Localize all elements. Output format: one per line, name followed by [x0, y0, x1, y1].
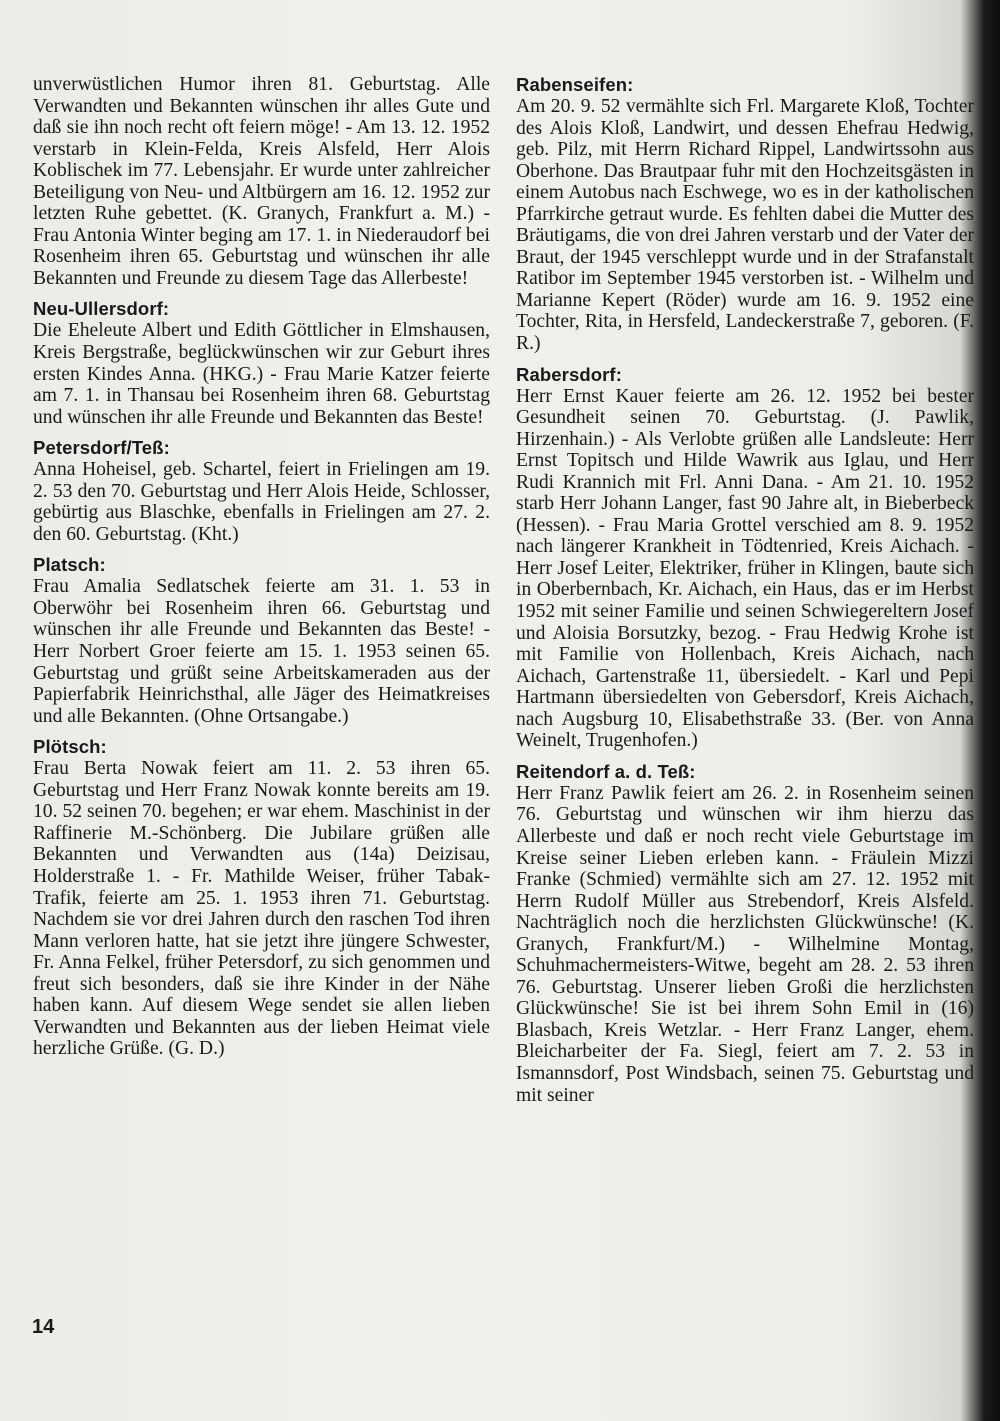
section-text-ploetsch: Frau Berta Nowak feiert am 11. 2. 53 ihren 65. Geburtstag und Herr Franz Nowak konnte bereits am 19. 10. 52 seinen 70. begehen; er war ehem. Maschinist in der Raffinerie M.-Schönberg. Die Jubilare grüßen alle Bekannten und Verwandten aus (14a) Deizisau, Holderstraße 1. - Fr. Mathilde Weiser, früher Tabak-Trafik, feierte am 25. 1. 1953 ihren 71. Geburtstag. Nachdem sie vor drei Jahren durch den raschen Tod ihren Mann verloren hatte, hat sie jetzt ihre jüngere Schwester, Fr. Anna Felkel, früher Petersdorf, zu sich genommen und freut sich besonders, daß sie ihre Kinder in der Nähe haben kann. Auf diesem Wege sendet sie allen lieben Verwandten und Bekannten aus der lieben Heimat viele herzliche Grüße. (G. D.): [33, 758, 490, 1060]
section-heading-rabersdorf: Rabersdorf:: [516, 363, 622, 385]
page-number: 14: [32, 1316, 55, 1338]
section-heading-platsch: Platsch:: [33, 554, 106, 576]
section-heading-reitendorf: Reitendorf a. d. Teß:: [516, 760, 696, 782]
section-text-rabersdorf: Herr Ernst Kauer feierte am 26. 12. 1952 bei bester Gesundheit seinen 70. Geburtstag. (J. Pawlik, Hirzenhain.) - Als Verlobte grüßen alle Landsleute: Herr Ernst Topitsch und Hilde Wawrik aus Iglau, und Herr Rudi Krannich mit Frl. Anni Dana. - Am 21. 10. 1952 starb Herr Johann Langer, fast 90 Jahre alt, in Bieberbeck (Hessen). - Frau Maria Grottel verschied am 8. 9. 1952 nach längerer Krankheit in Tödtenried, Kreis Aichach. - Herr Josef Leiter, Elektriker, früher in Klingen, baute sich in Oberbernbach, Kr. Aichach, ein Haus, das er im Herbst 1952 mit seiner Familie und seinen Schwiegereltern Josef und Aloisia Borsutzky, bezog. - Frau Hedwig Krohe ist mit Familie von Hollenbach, Kreis Aichach, nach Aichach, Gartenstraße 11, übersiedelt. - Karl und Pepi Hartmann übersiedelten von Gebersdorf, Kreis Aichach, nach Augsburg 10, Elisabethstraße 33. (Ber. von Anna Weinelt, Trugenhofen.): [516, 385, 974, 752]
section-heading-neu-ullersdorf: Neu-Ullersdorf:: [33, 298, 170, 320]
section-heading-rabenseifen: Rabenseifen:: [516, 74, 634, 95]
section-text-rabenseifen: Am 20. 9. 52 vermählte sich Frl. Margarete Kloß, Tochter des Alois Kloß, Landwirt, und dessen Ehefrau Hedwig, geb. Pilz, mit Herrn Richard Rippel, Landwirtssohn aus Oberhone. Das Brautpaar fuhr mit den Hochzeitsgästen in einem Autobus nach Eschwege, wo es in der katholischen Pfarrkirche getraut wurde. Es fehlten dabei die Mutter des Bräutigams, die von drei Jahren verstarb und der Vater der Braut, der 1945 verschleppt wurde und in der Strafanstalt Ratibor im September 1945 verstorben ist. - Wilhelm und Marianne Kepert (Röder) wurde am 16. 9. 1952 eine Tochter, Rita, in Hersfeld, Landeckerstraße 7, geboren. (F. R.): [516, 96, 974, 355]
right-column: [516, 74, 974, 1106]
left-column: [33, 74, 490, 1060]
section-text-platsch: Frau Amalia Sedlatschek feierte am 31. 1. 53 in Oberwöhr bei Rosenheim ihren 66. Geburtstag und wünschen ihr alle Freunde und Bekannten das Beste! - Herr Norbert Groer feierte am 15. 1. 1953 seinen 65. Geburtstag und grüßt seine Arbeitskameraden aus der Papierfabrik Heinrichsthal, alle Jäger des Heimatkreises und alle Bekannten. (Ohne Ortsangabe.): [33, 576, 490, 727]
left-intro-text: unverwüstlichen Humor ihren 81. Geburtstag. Alle Verwandten und Bekannten wünschen ihr alles Gute und daß sie ihn noch recht oft feiern möge! - Am 13. 12. 1952 verstarb in Klein-Felda, Kreis Alsfeld, Herr Alois Koblischek im 77. Lebensjahr. Er wurde unter zahlreicher Beteiligung von Neu- und Altbürgern am 16. 12. 1952 zur letzten Ruhe gebettet. (K. Granych, Frankfurt a. M.) - Frau Antonia Winter beging am 17. 1. in Niederaudorf bei Rosenheim ihren 65. Geburtstag und wünschen ihr alle Bekannten und Freunde zu diesem Tage das Allerbeste!: [33, 74, 490, 289]
section-text-petersdorf: Anna Hoheisel, geb. Schartel, feiert in Frielingen am 19. 2. 53 den 70. Geburtstag und Herr Alois Heide, Schlosser, gebürtig aus Blaschke, ebenfalls in Frielingen am 27. 2. den 60. Geburtstag. (Kht.): [33, 459, 490, 545]
section-heading-petersdorf: Petersdorf/Teß:: [33, 437, 170, 459]
section-text-neu-ullersdorf: Die Eheleute Albert und Edith Göttlicher in Elmshausen, Kreis Bergstraße, beglückwünschen wir zur Geburt ihres ersten Kindes Anna. (HKG.) - Frau Marie Katzer feierte am 7. 1. in Thansau bei Rosenheim ihren 68. Geburtstag und wünschen ihr alle Freunde und Bekannten das Beste!: [33, 320, 490, 428]
section-text-reitendorf: Herr Franz Pawlik feiert am 26. 2. in Rosenheim seinen 76. Geburtstag und wünschen wir ihm hierzu das Allerbeste und daß er noch recht viele Geburtstage im Kreise seiner Lieben erleben kann. - Fräulein Mizzi Franke (Schmied) vermählte sich am 27. 12. 1952 mit Herrn Rudolf Müller aus Strebendorf, Kreis Alsfeld. Nachträglich noch die herzlichsten Glückwünsche! (K. Granych, Frankfurt/M.) - Wilhelmine Montag, Schuhmachermeisters-Witwe, begeht am 28. 2. 53 ihren 76. Geburtstag. Unserer lieben Großi die herzlichsten Glückwünsche! Sie ist bei ihrem Sohn Emil in (16) Blasbach, Kreis Wetzlar. - Herr Franz Langer, ehem. Bleicharbeiter der Fa. Siegl, feiert am 7. 2. 53 in Ismannsdorf, Post Windsbach, seinen 75. Geburtstag und mit seiner: [516, 782, 974, 1106]
section-heading-ploetsch: Plötsch:: [33, 736, 107, 758]
